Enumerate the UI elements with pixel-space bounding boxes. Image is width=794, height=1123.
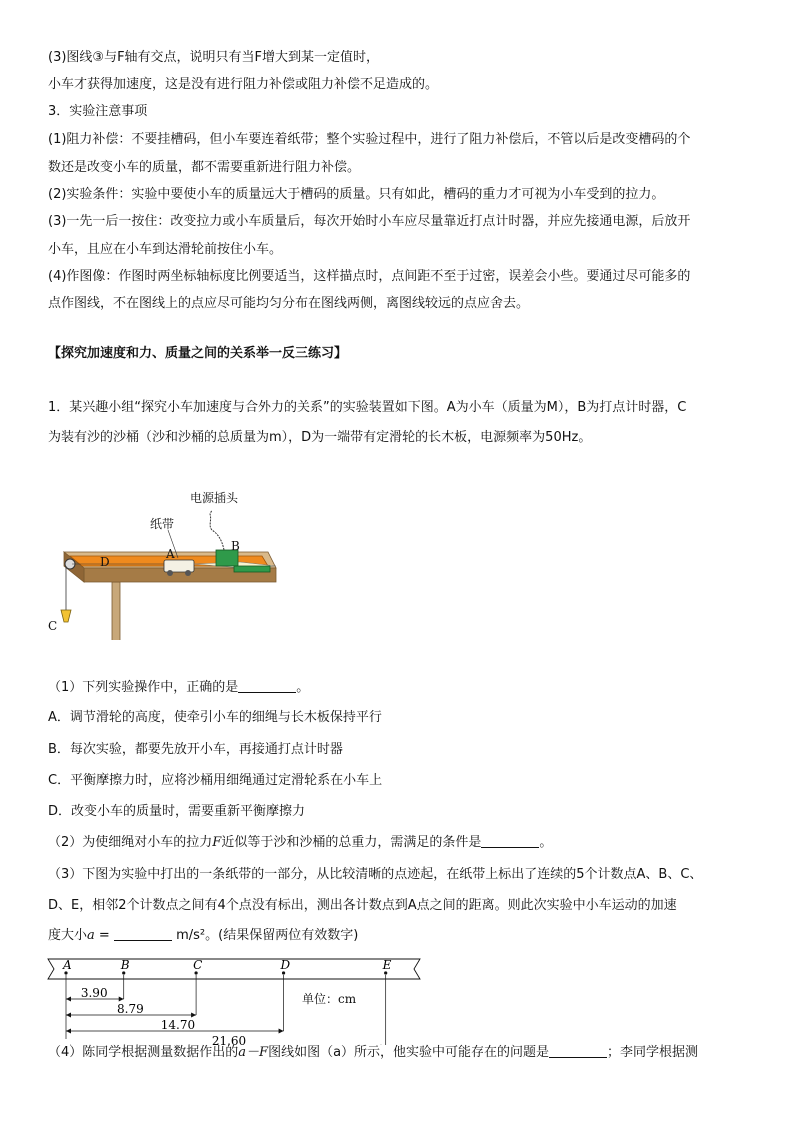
label-C: C bbox=[48, 619, 58, 633]
para-line-1: (3)图线③与F轴有交点，说明只有当F增大到某一定值时， bbox=[48, 50, 380, 65]
answer-blank-2[interactable] bbox=[481, 833, 539, 848]
tape-unit: 单位：cm bbox=[302, 992, 357, 1006]
note-3-line-2: 小车，且应在小车到达滑轮前按住小车。 bbox=[48, 242, 283, 257]
tape-distance-label: 8.79 bbox=[117, 1002, 144, 1016]
tape-arrowhead bbox=[66, 1013, 71, 1018]
apparatus-figure bbox=[40, 480, 300, 640]
option-D: D．改变小车的质量时，需要重新平衡摩擦力 bbox=[48, 804, 306, 819]
label-D: D bbox=[100, 555, 110, 569]
tape-point-label: C bbox=[193, 958, 203, 972]
note-2: (2)实验条件：实验中要使小车的质量远大于槽码的质量。只有如此，槽码的重力才可视为小车受到的拉力。 bbox=[48, 187, 665, 202]
option-C: C．平衡摩擦力时，应将沙桶用细绳通过定滑轮系在小车上 bbox=[48, 773, 383, 788]
tape-arrowhead bbox=[119, 997, 124, 1002]
option-B: B．每次实验，都要先放开小车，再接通打点计时器 bbox=[48, 742, 343, 757]
tape-distance-label: 3.90 bbox=[80, 986, 108, 1000]
q1-intro-line-2: 为装有沙的沙桶（沙和沙桶的总质量为m），D为一端带有定滑轮的长木板，电源频率为50Hz。 bbox=[48, 430, 592, 445]
tape-arrowhead bbox=[66, 997, 71, 1002]
car-wheel bbox=[167, 570, 173, 576]
sand-bucket bbox=[61, 610, 71, 622]
q1-part-1: （1）下列实验操作中，正确的是 。 bbox=[48, 680, 310, 695]
answer-blank-1[interactable] bbox=[238, 678, 296, 693]
label-plug: 电源插头 bbox=[190, 491, 239, 505]
tape-arrowhead bbox=[66, 1029, 71, 1034]
tape-point-label: D bbox=[280, 958, 291, 972]
note-1-line-1: (1)阻力补偿：不要挂槽码，但小车要连着纸带；整个实验过程中，进行了阻力补偿后，不管以后是改变槽码的个 bbox=[48, 132, 691, 147]
section-heading: 【探究加速度和力、质量之间的关系举一反三练习】 bbox=[48, 346, 348, 361]
car bbox=[164, 560, 194, 572]
label-A: A bbox=[166, 547, 175, 561]
label-tape: 纸带 bbox=[150, 517, 175, 531]
q1-part-4: （4）陈同学根据测量数据作出的a－F图线如图（a）所示，他实验中可能存在的问题是 ；李同学根据测 bbox=[48, 1045, 699, 1060]
tape-distance-label: 14.70 bbox=[160, 1018, 196, 1032]
q1-part-2: （2）为使细绳对小车的拉力F近似等于沙和沙桶的总重力，需满足的条件是 。 bbox=[48, 835, 553, 850]
note-3-line-1: (3)一先一后一按住：改变拉力或小车质量后，每次开始时小车应尽量靠近打点计时器，并应先接通电源，后放开 bbox=[48, 214, 691, 229]
tape-arrowhead bbox=[191, 1013, 196, 1018]
q1-part-3-line-3: 度大小a = m/s²。(结果保留两位有效数字) bbox=[48, 928, 359, 943]
tape-point-label: E bbox=[382, 958, 392, 972]
tape-strip bbox=[48, 959, 420, 979]
q1-intro-line-1: 1．某兴趣小组“探究小车加速度与合外力的关系”的实验装置如下图。A为小车（质量为M），B为打点计时器，C bbox=[48, 400, 687, 415]
power-cord bbox=[210, 510, 224, 550]
label-B: B bbox=[231, 539, 240, 553]
notes-heading: 3．实验注意事项 bbox=[48, 104, 148, 119]
para-line-2: 小车才获得加速度，这是没有进行阻力补偿或阻力补偿不足造成的。 bbox=[48, 77, 439, 92]
tape-point-label: B bbox=[120, 958, 130, 972]
option-A: A．调节滑轮的高度，使牵引小车的细绳与长木板保持平行 bbox=[48, 710, 382, 725]
paper-tape-diagram bbox=[44, 955, 424, 1045]
car-wheel bbox=[185, 570, 191, 576]
q1-part-3-line-1: （3）下图为实验中打出的一条纸带的一部分，从比较清晰的点迹起，在纸带上标出了连续的5个计数点A、B、C、 bbox=[48, 867, 703, 882]
tape-arrowhead bbox=[279, 1029, 284, 1034]
table-leg bbox=[112, 582, 120, 640]
timer-base bbox=[234, 566, 270, 572]
tape-distance-label: 21.60 bbox=[211, 1034, 247, 1045]
q1-part-3-line-2: D、E，相邻2个计数点之间有4个点没有标出，测出各计数点到A点之间的距离。则此次实验中小车运动的加速 bbox=[48, 898, 677, 913]
answer-blank-3[interactable] bbox=[114, 926, 172, 941]
answer-blank-4[interactable] bbox=[549, 1043, 607, 1058]
note-1-line-2: 数还是改变小车的质量，都不需要重新进行阻力补偿。 bbox=[48, 160, 361, 175]
note-4-line-2: 点作图线，不在图线上的点应尽可能均匀分布在图线两侧，离图线较远的点应舍去。 bbox=[48, 296, 530, 311]
tape-point-label: A bbox=[63, 958, 72, 972]
note-4-line-1: (4)作图像：作图时两坐标轴标度比例要适当，这样描点时，点间距不至于过密，误差会小些。要通过尽可能多的 bbox=[48, 269, 691, 284]
